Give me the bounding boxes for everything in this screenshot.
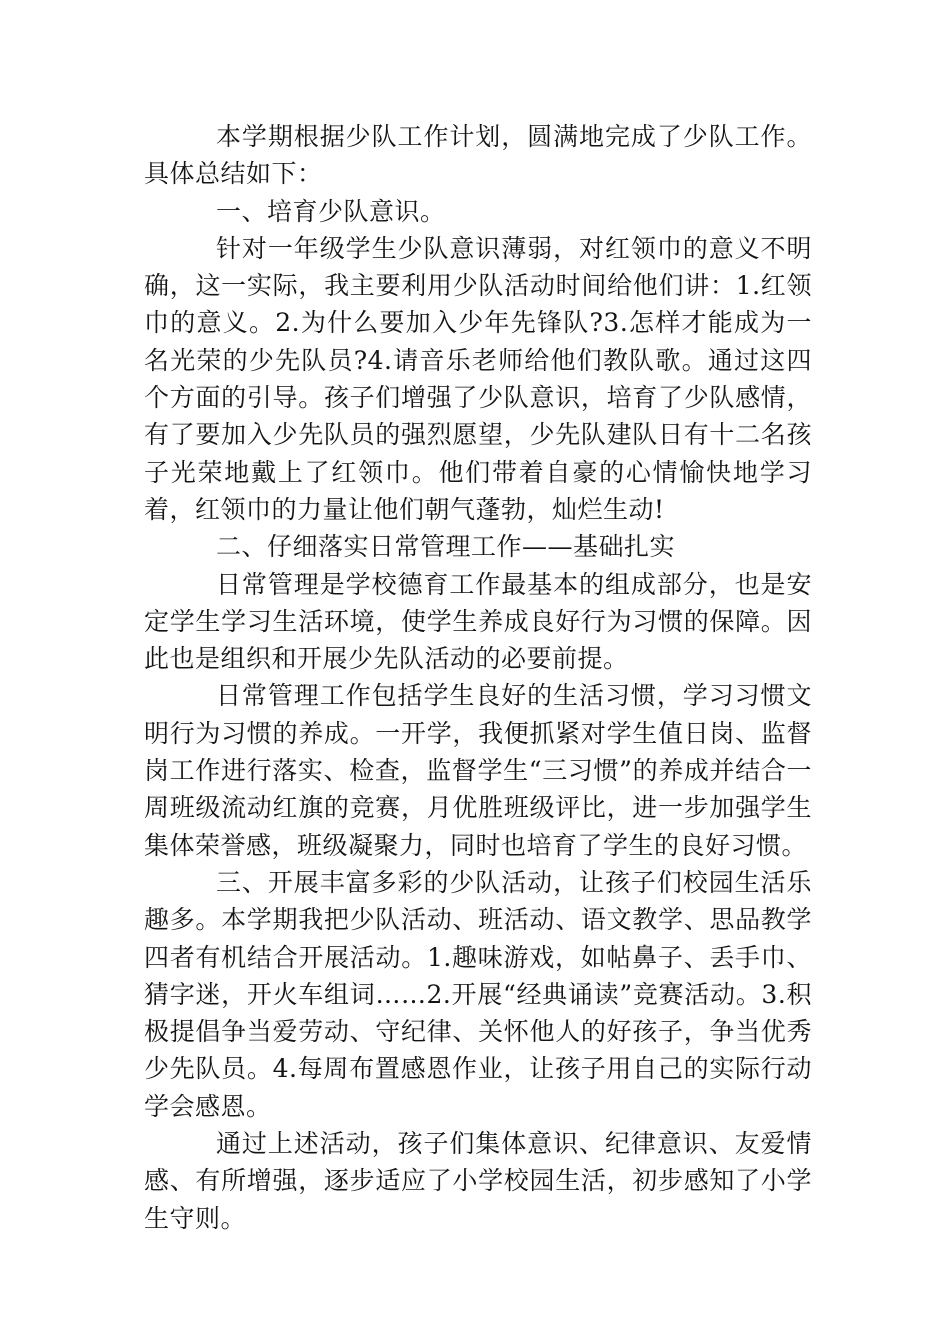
intro-paragraph: 本学期根据少队工作计划，圆满地完成了少队工作。具体总结如下： — [144, 122, 812, 189]
section-2-paragraph-2: 日常管理工作包括学生良好的生活习惯，学习习惯文明行为习惯的养成。一开学，我便抓紧对学生值日岗、监督岗工作进行落实、检查，监督学生“三习惯”的养成并结合一周班级流动红旗的竞赛，月优胜班级评比，进一步加强学生集体荣誉感，班级凝聚力，同时也培育了学生的良好习惯。 — [144, 681, 812, 860]
document-body — [144, 118, 812, 1237]
section-1-paragraph: 针对一年级学生少队意识薄弱，对红领巾的意义不明确，这一实际，我主要利用少队活动时间给他们讲：1.红领巾的意义。2.为什么要加入少年先锋队?3.怎样才能成为一名光荣的少先队员?4.请音乐老师给他们教队歌。通过这四个方面的引导。孩子们增强了少队意识，培育了少队感情，有了要加入少先队员的强烈愿望，少先队建队日有十二名孩子光荣地戴上了红领巾。他们带着自豪的心情愉快地学习着，红领巾的力量让他们朝气蓬勃，灿烂生动! — [144, 233, 812, 524]
section-heading-1: 一、培育少队意识。 — [216, 196, 446, 226]
conclusion-paragraph: 通过上述活动，孩子们集体意识、纪律意识、友爱情感、有所增强，逐步适应了小学校园生活，初步感知了小学生守则。 — [144, 1129, 812, 1233]
section-2-paragraph-1: 日常管理是学校德育工作最基本的组成部分，也是安定学生学习生活环境，使学生养成良好行为习惯的保障。因此也是组织和开展少先队活动的必要前提。 — [144, 569, 812, 674]
section-3-paragraph: 三、开展丰富多彩的少队活动，让孩子们校园生活乐趣多。本学期我把少队活动、班活动、语文教学、思品教学四者有机结合开展活动。1.趣味游戏，如帖鼻子、丢手巾、猜字迷，开火车组词……2.开展“经典诵读”竞赛活动。3.积极提倡争当爱劳动、守纪律、关怀他人的好孩子，争当优秀少先队员。4.每周布置感恩作业，让孩子用自己的实际行动学会感恩。 — [144, 867, 812, 1121]
section-heading-2: 二、仔细落实日常管理工作——基础扎实 — [216, 532, 676, 562]
